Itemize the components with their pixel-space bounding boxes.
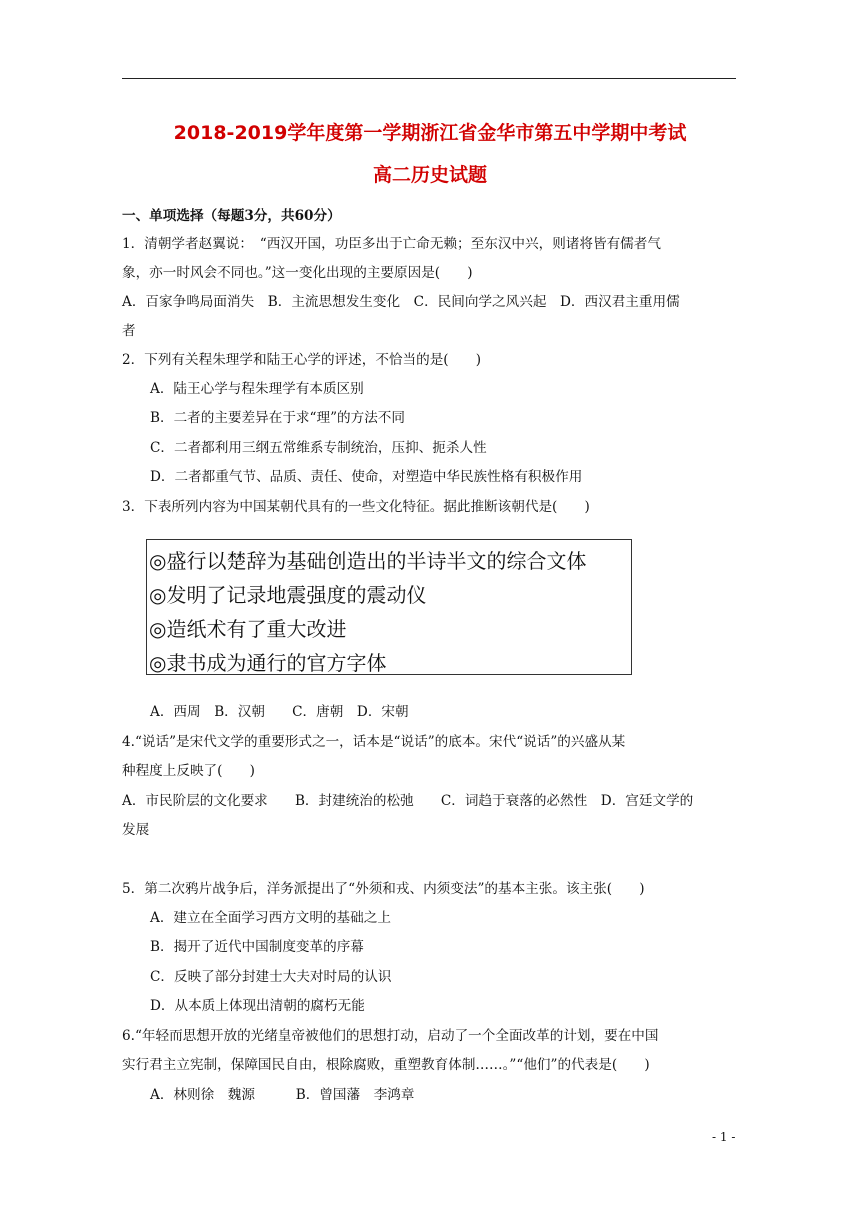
section-heading: 一、单项选择（每题3分，共60分）	[122, 208, 341, 224]
q5-option-b: B．揭开了近代中国制度变革的序幕	[150, 939, 364, 955]
exam-subtitle: 高二历史试题	[372, 164, 487, 186]
q4-options-line2: 发展	[122, 822, 150, 838]
q1-options-line2: 者	[122, 323, 136, 339]
q3-feature-3: ◎造纸术有了重大改进	[149, 617, 347, 641]
q5-option-c: C．反映了部分封建士大夫对时局的认识	[150, 969, 392, 985]
exam-title: 2018-2019学年度第一学期浙江省金华市第五中学期中考试	[173, 122, 687, 144]
q3-feature-4: ◎隶书成为通行的官方字体	[149, 651, 387, 675]
q4-stem-line1: 4.“说话”是宋代文学的重要形式之一，话本是“说话”的底本。宋代“说话”的兴盛从某	[122, 734, 626, 750]
q2-option-b: B．二者的主要差异在于求“理”的方法不同	[150, 410, 405, 426]
q6-options: A．林则徐 魏源 B．曾国藩 李鸿章	[150, 1087, 415, 1103]
q4-stem-line2: 种程度上反映了( )	[122, 763, 255, 779]
q2-option-d: D．二者都重气节、品质、责任、使命，对塑造中华民族性格有积极作用	[150, 469, 583, 485]
q3-feature-1: ◎盛行以楚辞为基础创造出的半诗半文的综合文体	[149, 549, 587, 573]
q1-options-line1: A．百家争鸣局面消失 B．主流思想发生变化 C．民间向学之风兴起 D．西汉君主重用儒	[122, 294, 680, 310]
q6-stem-line1: 6.“年轻而思想开放的光绪皇帝被他们的思想打动，启动了一个全面改革的计划，要在中国	[122, 1028, 659, 1044]
q1-stem-line1: 1．清朝学者赵翼说： “西汉开国，功臣多出于亡命无赖；至东汉中兴，则诸将皆有儒者气	[122, 236, 661, 252]
q5-option-d: D．从本质上体现出清朝的腐朽无能	[150, 998, 365, 1014]
q1-stem-line2: 象，亦一时风会不同也。”这一变化出现的主要原因是( )	[122, 265, 473, 281]
header-rule	[122, 78, 736, 79]
q5-option-a: A．建立在全面学习西方文明的基础之上	[150, 910, 391, 926]
q2-option-a: A．陆王心学与程朱理学有本质区别	[150, 381, 364, 397]
q2-option-c: C．二者都利用三纲五常维系专制统治，压抑、扼杀人性	[150, 440, 487, 456]
q4-options-line1: A．市民阶层的文化要求 B．封建统治的松弛 C．词趋于衰落的必然性 D．宫廷文学的	[122, 793, 694, 809]
q3-options: A．西周 B．汉朝 C．唐朝 D．宋朝	[150, 704, 409, 720]
q2-stem: 2．下列有关程朱理学和陆王心学的评述，不恰当的是( )	[122, 352, 482, 368]
q3-feature-2: ◎发明了记录地震强度的震动仪	[149, 583, 427, 607]
q3-feature-table	[146, 539, 632, 675]
q3-stem: 3．下表所列内容为中国某朝代具有的一些文化特征。据此推断该朝代是( )	[122, 499, 590, 515]
page-number: - 1 -	[712, 1130, 736, 1144]
q6-stem-line2: 实行君主立宪制，保障国民自由，根除腐败，重塑教育体制……。”“他们”的代表是( )	[122, 1057, 650, 1073]
q5-stem: 5．第二次鸦片战争后，洋务派提出了“外须和戎、内须变法”的基本主张。该主张( )	[122, 881, 645, 897]
